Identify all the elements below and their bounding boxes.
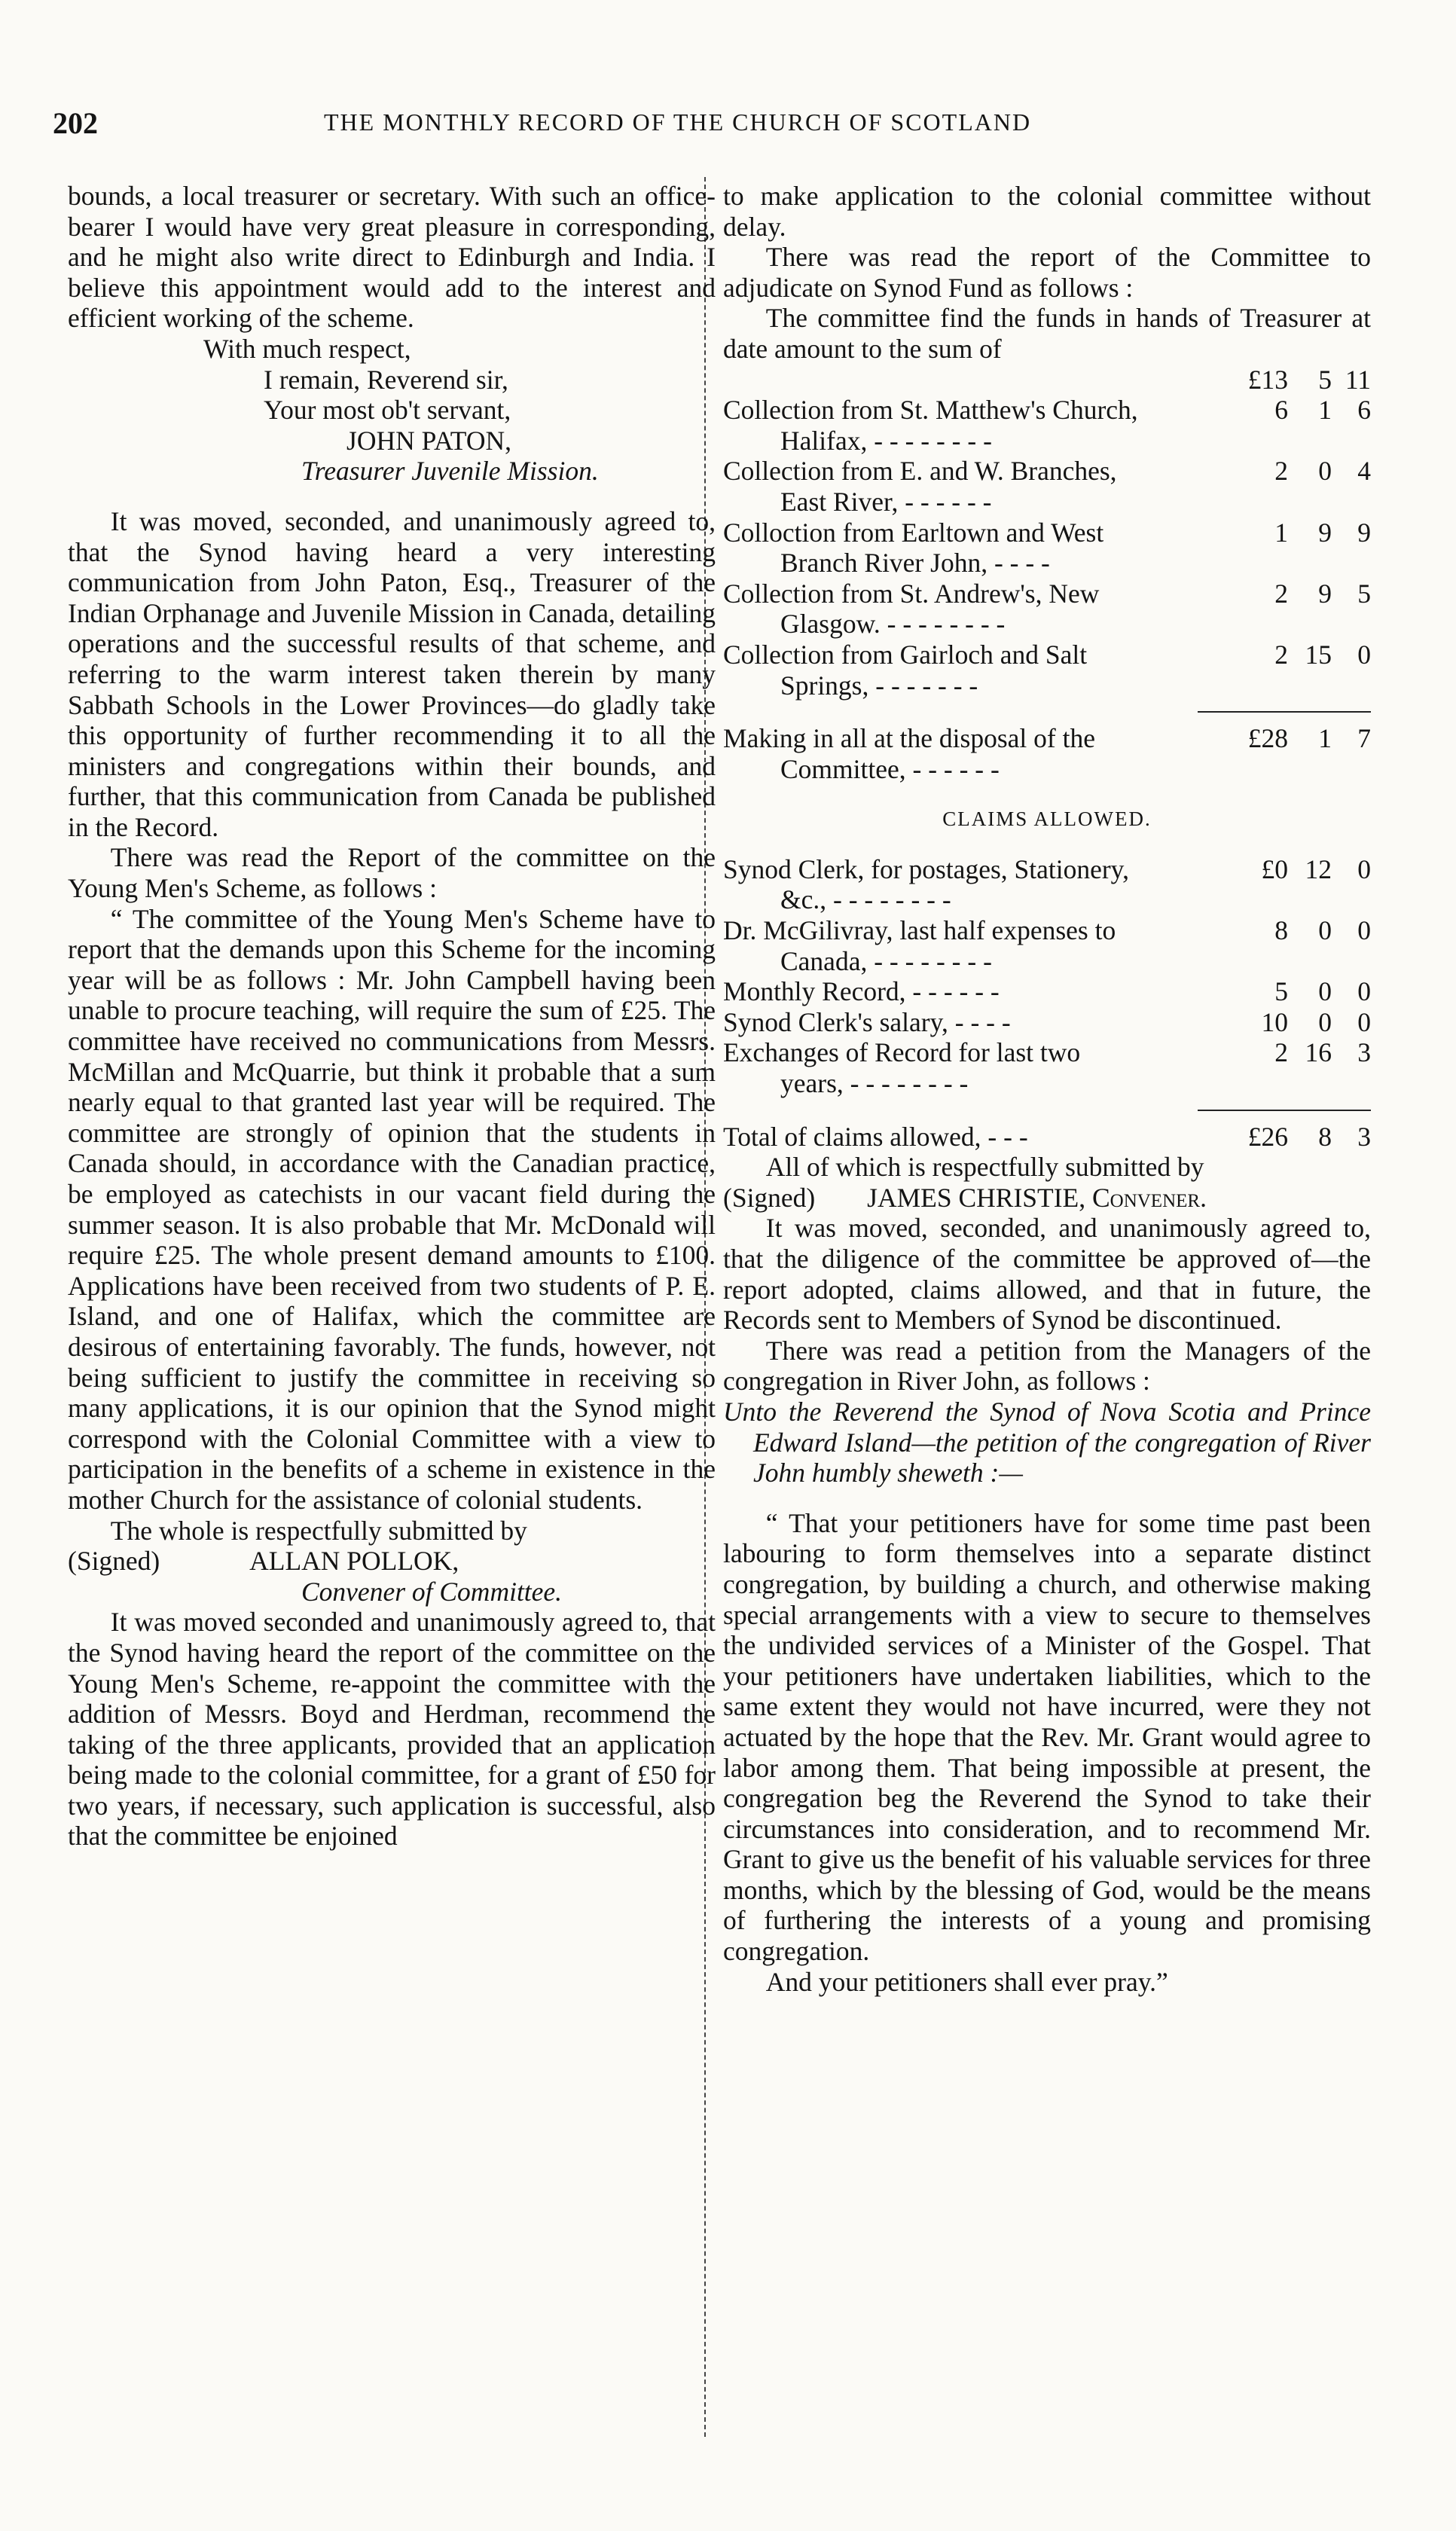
pence: 4	[1357, 456, 1371, 487]
pence: 6	[1357, 395, 1371, 426]
paragraph: There was read the Report of the committee on the Young Men's Scheme, as follows :	[68, 842, 716, 904]
ledger-description-line: Dr. McGilivray, last half expenses to	[723, 915, 1116, 946]
ledger-description	[723, 517, 1213, 579]
closing-line: Your most ob't servant,	[264, 395, 511, 426]
ledger-amount	[1213, 915, 1371, 946]
petition-address: Unto the Reverend the Synod of Nova Scotia and Prince Edward Island—the petition of the congregation of River John humbly sheweth :—	[723, 1396, 1371, 1488]
ledger-row	[723, 640, 1371, 701]
ledger-amount	[1213, 1122, 1371, 1153]
ledger-total-row	[723, 1122, 1371, 1153]
signatory-name: ALLAN POLLOK,	[249, 1546, 459, 1577]
signatory-name: JAMES CHRISTIE, Convener.	[867, 1182, 1207, 1213]
pounds: 2	[1274, 456, 1288, 487]
ledger-description-line: Colloction from Earltown and West	[723, 517, 1104, 548]
ledger-amount	[1213, 395, 1371, 426]
ledger-amount	[1213, 365, 1371, 395]
ledger-description	[723, 976, 1213, 1007]
ledger-description-line: Collection from St. Andrew's, New	[723, 578, 1100, 609]
pounds: 1	[1274, 517, 1288, 548]
ledger-description-line: &c., - - - - - - - -	[780, 884, 951, 915]
paragraph: The committee find the funds in hands of Treasurer at date amount to the sum of	[723, 303, 1371, 364]
spacer	[723, 1488, 1371, 1508]
ledger-amount	[1213, 723, 1371, 754]
collections-ledger	[723, 395, 1371, 701]
closing-line: I remain, Reverend sir,	[264, 364, 508, 395]
ledger-description-line: Glasgow. - - - - - - - -	[780, 609, 1006, 640]
ledger-amount	[1213, 517, 1371, 548]
paragraph: All of which is respectfully submitted by	[765, 1152, 1204, 1183]
ledger-description	[723, 1007, 1213, 1038]
signature-line	[723, 1183, 1371, 1214]
ledger-description	[723, 640, 1213, 701]
ledger-row	[723, 976, 1371, 1007]
paragraph: It was moved, seconded, and unanimously agreed to, that the diligence of the committee be approved of—the report adopted, claims allowed, and that in future, the Records sent to Members of Synod be discontinued.	[723, 1213, 1371, 1336]
ledger-description	[723, 579, 1213, 640]
ledger-amount	[1213, 1037, 1371, 1068]
paragraph: There was read the report of the Committee to adjudicate on Synod Fund as follows :	[723, 242, 1371, 303]
signatory-title: Convener of Committee.	[301, 1576, 563, 1607]
ledger-description-line: Committee, - - - - - -	[780, 753, 1000, 784]
ledger-row	[723, 517, 1371, 579]
paragraph: And your petitioners shall ever pray.”	[765, 1966, 1168, 1997]
ledger-description-line: Collection from St. Matthew's Church,	[723, 395, 1138, 426]
ledger-description-line: Collection from E. and W. Branches,	[723, 456, 1117, 487]
ledger-description-line: Collection from Gairloch and Salt	[723, 639, 1088, 670]
ledger-description-line: Synod Clerk, for postages, Stationery,	[723, 853, 1130, 884]
pence: 3	[1357, 1037, 1371, 1068]
shillings: 8	[1318, 1121, 1332, 1152]
claims-ledger	[723, 854, 1371, 1099]
shillings: 12	[1305, 853, 1332, 884]
section-heading: CLAIMS ALLOWED.	[942, 808, 1152, 831]
spacer	[723, 835, 1371, 854]
total-rule	[1198, 1110, 1371, 1111]
ledger-description-line: East River, - - - - - -	[780, 486, 992, 517]
ledger-amount	[1213, 854, 1371, 885]
ledger-description-line: Canada, - - - - - - - -	[780, 945, 992, 976]
shillings: 1	[1318, 395, 1332, 426]
ledger-row	[723, 365, 1371, 395]
ledger-description-line: Springs, - - - - - - -	[780, 670, 978, 701]
ledger-description-line: Exchanges of Record for last two	[723, 1037, 1081, 1068]
pounds: £0	[1261, 853, 1288, 884]
ledger-description	[723, 854, 1213, 915]
signature-line	[68, 1546, 716, 1577]
pounds: 2	[1274, 578, 1288, 609]
ledger-amount	[1213, 579, 1371, 609]
ledger-description-line: Halifax, - - - - - - - -	[780, 425, 992, 456]
ledger-description-line: Synod Clerk's salary, - - - -	[723, 1006, 1011, 1037]
signed-label: (Signed)	[68, 1546, 160, 1577]
shillings: 0	[1318, 1006, 1332, 1037]
shillings: 15	[1305, 639, 1332, 670]
ledger-row	[723, 915, 1371, 976]
ledger-description-line: Monthly Record, - - - - - -	[723, 976, 1000, 1007]
paragraph: The whole is respectfully submitted by	[110, 1515, 527, 1546]
pence: 0	[1357, 639, 1371, 670]
pounds: 2	[1274, 639, 1288, 670]
page-header	[53, 105, 1378, 151]
ledger-description	[723, 915, 1213, 976]
pounds: 5	[1274, 976, 1288, 1007]
ledger-amount	[1213, 976, 1371, 1007]
total-rule	[1198, 711, 1371, 713]
closing-line: With much respect,	[203, 333, 411, 364]
ledger-row	[723, 395, 1371, 456]
ledger-description	[723, 723, 1213, 784]
spacer	[68, 487, 716, 506]
shillings: 5	[1318, 364, 1332, 395]
ledger-amount	[1213, 1007, 1371, 1038]
shillings: 16	[1305, 1037, 1332, 1068]
ledger-row	[723, 456, 1371, 517]
pounds: £26	[1247, 1121, 1288, 1152]
shillings: 0	[1318, 976, 1332, 1007]
shillings: 1	[1318, 723, 1332, 754]
signatory-name: JOHN PATON,	[346, 425, 511, 456]
ledger-row	[723, 1007, 1371, 1038]
pounds: 10	[1261, 1006, 1288, 1037]
ledger-description	[723, 395, 1213, 456]
left-column	[68, 181, 716, 1852]
pence: 5	[1357, 578, 1371, 609]
signatory-title: Treasurer Juvenile Mission.	[301, 456, 599, 487]
page-number: 202	[53, 106, 98, 140]
pence: 3	[1357, 1121, 1371, 1152]
pounds: 2	[1274, 1037, 1288, 1068]
paragraph: It was moved seconded and unanimously agreed to, that the Synod having heard the report of the committee on the Young Men's Scheme, re-appoint the committee with the addition of Messrs. Boyd and Herdman, recommend the taking of the three applicants, provided that an application being made to the colonial committee, for a grant of £50 for two years, if necessary, such application is successful, also that the committee be enjoined	[68, 1607, 716, 1852]
ledger-description-line: Making in all at the disposal of the	[723, 723, 1095, 754]
pence: 11	[1345, 364, 1371, 395]
pounds: 6	[1274, 395, 1288, 426]
pence: 0	[1357, 853, 1371, 884]
shillings: 9	[1318, 578, 1332, 609]
spacer	[723, 784, 1371, 804]
paragraph: There was read a petition from the Managers of the congregation in River John, as follows :	[723, 1335, 1371, 1397]
paragraph: to make application to the colonial committee without delay.	[723, 181, 1371, 242]
signed-label: (Signed)	[723, 1182, 816, 1213]
shillings: 0	[1318, 456, 1332, 487]
shillings: 9	[1318, 517, 1332, 548]
ledger-description: Total of claims allowed, - - -	[723, 1121, 1028, 1152]
paragraph: “ The committee of the Young Men's Scheme have to report that the demands upon this Scheme for the incoming year will be as follows : Mr. John Campbell having been unable to procure teaching, will require the sum of £25. The committee have received no communications from Messrs. McMillan and McQuarrie, but think it probable that a sum nearly equal to that granted last year will be required. The committee are strongly of opinion that the students in Canada should, in accordance with the Canadian practice, be employed as catechists in our vacant field during the summer season. It is also probable that Mr. McDonald will require £25. The whole present demand amounts to £100. Applications have been received from two students of P. E. Island, and one of Halifax, which the committee are desirous of entertaining favorably. The funds, however, not being sufficient to justify the committee in receiving so many applications, it is our opinion that the Synod might correspond with the Colonial Committee with a view to participation in the benefits of a scheme in existence in the mother Church for the assistance of colonial students.	[68, 903, 716, 1515]
ledger-description-line: years, - - - - - - - -	[780, 1068, 969, 1099]
running-title: THE MONTHLY RECORD OF THE CHURCH OF SCOTLAND	[324, 108, 1032, 136]
paragraph: “ That your petitioners have for some time past been labouring to form themselves into a separate distinct congregation, by building a church, and otherwise making special arrangements with a view to secure to themselves the undivided services of a Minister of the Gospel. That your petitioners have undertaken liabilities, which to the same extent they would not have incurred, were they not actuated by the hope that the Rev. Mr. Grant would agree to labor among them. That being impossible at present, the congregation beg the Reverend the Synod to take their circumstances into consideration, and to recommend Mr. Grant to give us the benefit of his valuable services for three months, which by the blessing of God, would be the means of furthering the interests of a young and promising congregation.	[723, 1507, 1371, 1967]
pence: 9	[1357, 517, 1371, 548]
ledger-amount	[1213, 456, 1371, 487]
ledger-row	[723, 579, 1371, 640]
paragraph: It was moved, seconded, and unanimously agreed to, that the Synod having heard a very interesting communication from John Paton, Esq., Treasurer of the Indian Orphanage and Juvenile Mission in Canada, detailing operations and the successful results of that scheme, and referring to the warm interest taken therein by many Sabbath Schools in the Lower Provinces—do gladly take this opportunity of further recommending it to all the ministers and congregations within their bounds, and further, that this communication from Canada be published in the Record.	[68, 505, 716, 842]
ledger-description	[723, 456, 1213, 517]
pounds: 8	[1274, 915, 1288, 946]
shillings: 0	[1318, 915, 1332, 946]
ledger-total-row	[723, 723, 1371, 784]
right-column	[723, 181, 1371, 1997]
pence: 0	[1357, 915, 1371, 946]
ledger-row	[723, 854, 1371, 915]
ledger-amount	[1213, 640, 1371, 670]
pence: 0	[1357, 1006, 1371, 1037]
pence: 0	[1357, 976, 1371, 1007]
pence: 7	[1357, 723, 1371, 754]
pounds: £13	[1247, 364, 1288, 395]
ledger-row	[723, 1037, 1371, 1098]
ledger-description-line: Branch River John, - - - -	[780, 548, 1050, 579]
pounds: £28	[1247, 723, 1288, 754]
ledger-description	[723, 1037, 1213, 1098]
paragraph: bounds, a local treasurer or secretary. With such an office-bearer I would have very great pleasure in corresponding, and he might also write direct to Edinburgh and India. I believe this appointment would add to the interest and efficient working of the scheme.	[68, 181, 716, 334]
